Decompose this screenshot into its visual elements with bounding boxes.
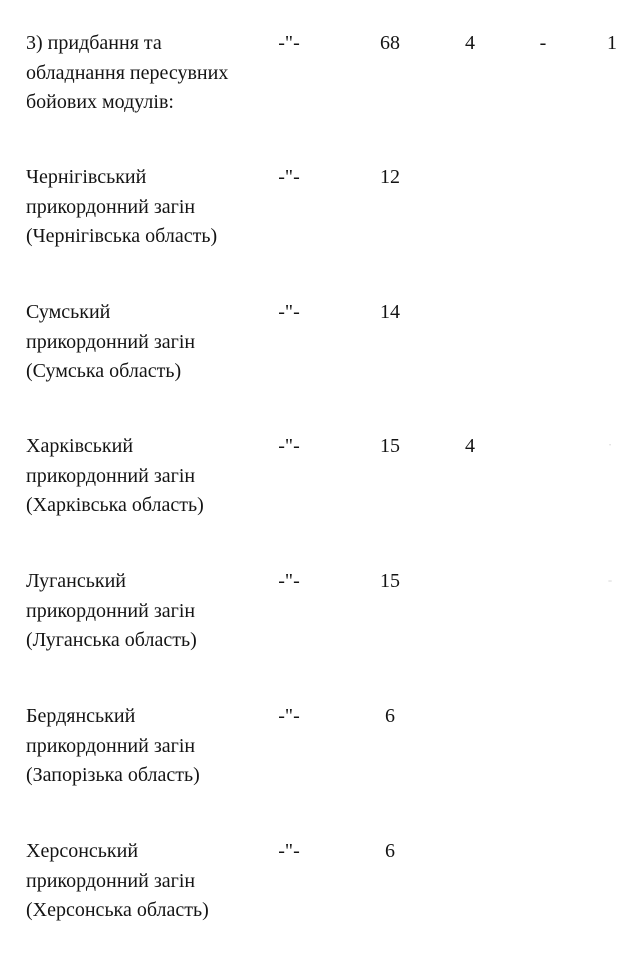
ditto-mark: -"- [278,570,300,592]
table-row [0,163,634,283]
table-row [0,567,634,687]
value-total: 14 [380,301,400,323]
row-label-line: прикордонний загін [26,869,196,892]
row-label-line: прикордонний загін [26,464,196,487]
row-label-line: (Харківська область) [26,494,204,516]
scan-artifact: · [607,437,613,452]
ditto-mark: -"- [278,435,300,457]
row-label [26,298,276,387]
value-col6: 1 [607,32,617,54]
row-label [26,567,276,656]
row-label-line: Харківський [26,435,134,457]
value-col4: 4 [465,435,475,457]
row-label-line: Луганський [26,570,126,592]
ditto-mark: -"- [278,840,300,862]
value-total: 6 [385,705,395,727]
row-label-line: прикордонний загін [26,734,196,757]
row-label [26,29,276,118]
ditto-mark: -"- [278,166,300,188]
value-total: 6 [385,840,395,862]
value-total: 15 [380,435,400,457]
table-row [0,432,634,552]
ditto-mark: -"- [278,705,300,727]
value-total: 15 [380,570,400,592]
ditto-mark: -"- [278,32,300,54]
row-label-line: прикордонний загін [26,599,196,622]
table-row [0,837,634,957]
row-label-line: Сумський [26,301,111,323]
ditto-mark: -"- [278,301,300,323]
row-label-line: прикордонний загін [26,195,196,218]
value-col4: 4 [465,32,475,54]
row-label-line: (Запорізька область) [26,764,200,786]
value-total: 68 [380,32,400,54]
row-label [26,432,276,521]
row-label-line: прикордонний загін [26,330,196,353]
row-label-line: Чернігівський [26,166,147,188]
row-label-line: Бердянський [26,705,136,727]
value-total: 12 [380,166,400,188]
row-label-line: бойових модулів: [26,91,174,113]
row-label-line: Херсонський [26,840,139,862]
row-label [26,837,276,926]
table-row [0,298,634,418]
scan-artifact: - [607,572,613,587]
row-label-line: (Херсонська область) [26,899,209,921]
row-label-line: 3) придбання та [26,32,162,54]
row-label-line: (Луганська область) [26,629,197,651]
row-label-line: (Чернігівська область) [26,225,218,247]
row-label [26,163,276,252]
table-row [0,702,634,822]
value-col5: - [539,32,547,54]
row-label-line: (Сумська область) [26,360,182,382]
row-label-line: обладнання пересувних [26,61,229,84]
row-label [26,702,276,791]
table-row [0,29,634,149]
